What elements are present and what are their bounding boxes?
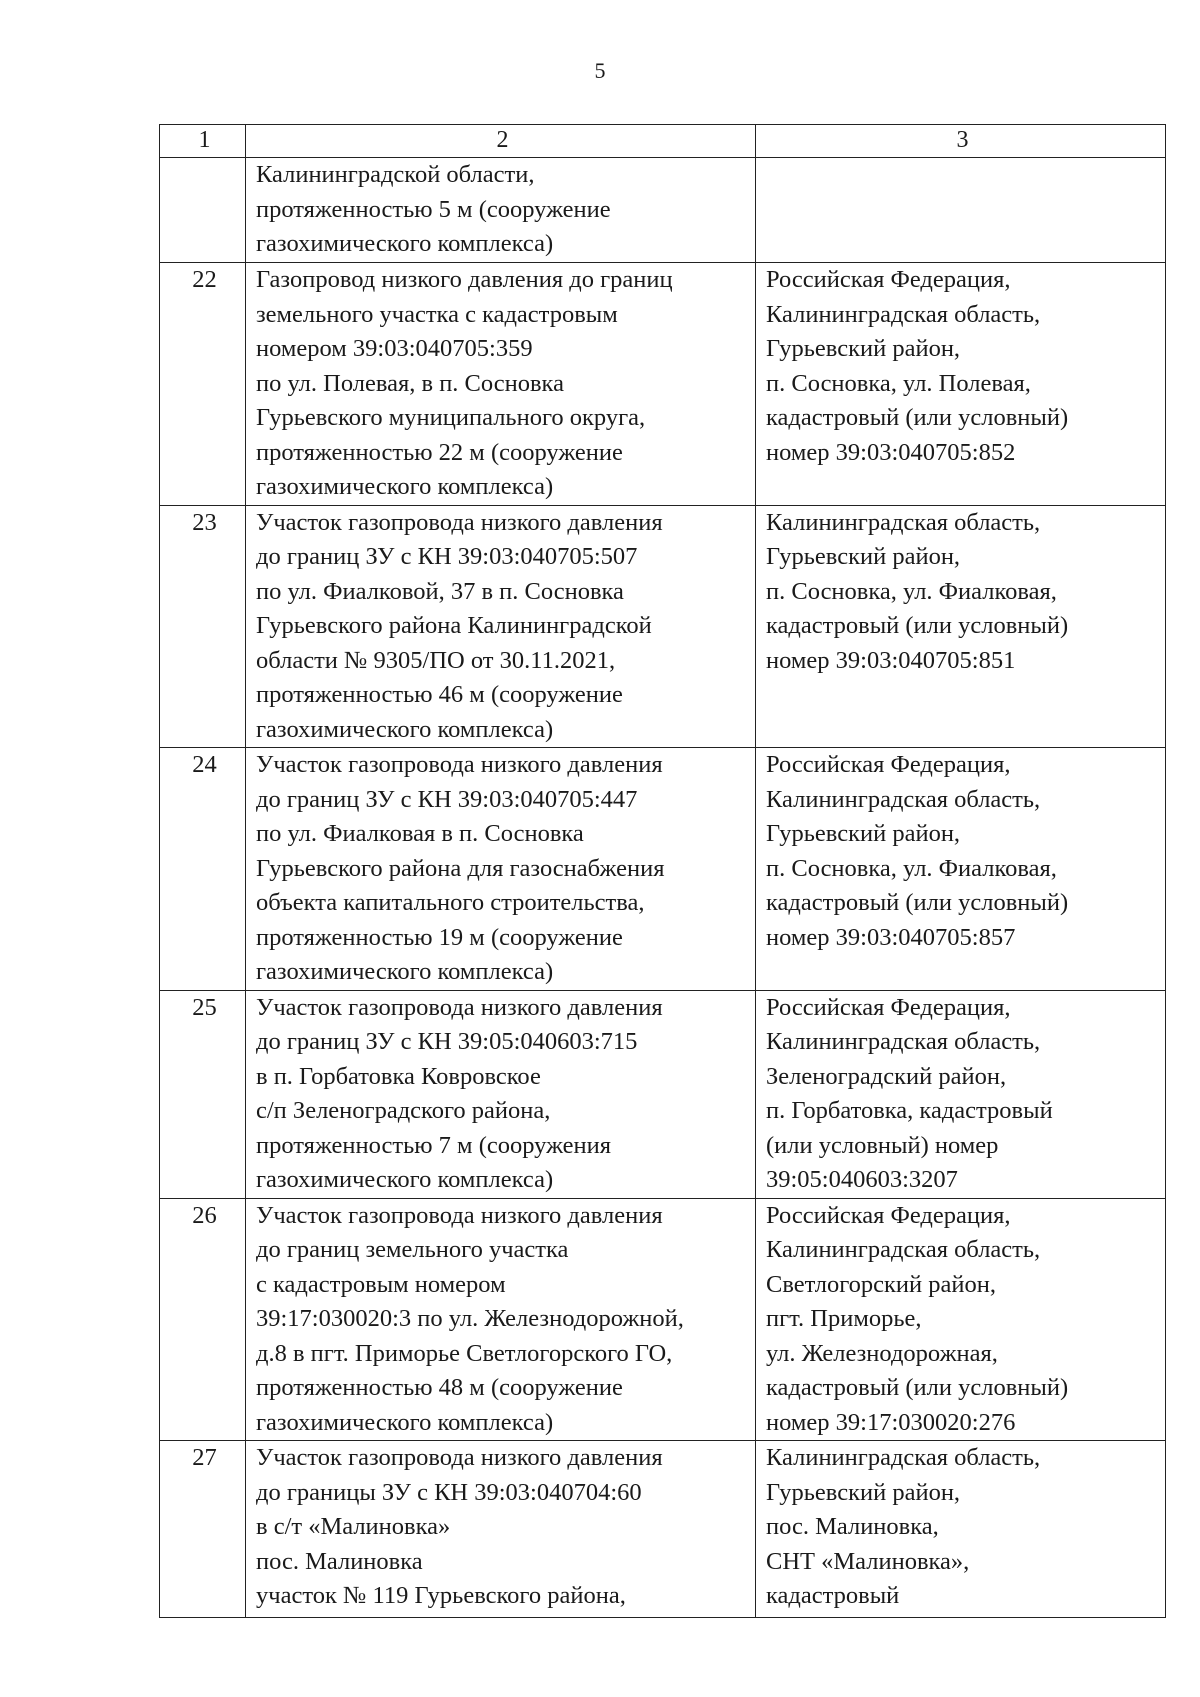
description-line: участок № 119 Гурьевского района, [256,1582,626,1609]
location-line: номер 39:03:040705:852 [766,438,1016,466]
location-line: Гурьевский район, [766,543,961,570]
description-line: Участок газопровода низкого давления [256,1201,663,1229]
description-line: протяженностью 46 м (сооружение [256,681,623,708]
description-line: газохимического комплекса) [256,230,554,257]
location-line: Калининградская область, [766,1444,1041,1471]
location-line: кадастровый (или условный) [766,612,1069,639]
object-description-cell [246,1198,756,1441]
description-line: Гурьевского района для газоснабжения [256,854,665,882]
location-line: Калининградская область, [766,1236,1041,1263]
description-line: Гурьевского района Калининградской [256,612,652,639]
description-line: Участок газопровода низкого давления [256,993,663,1021]
description-line: по ул. Фиалковая в п. Сосновка [256,820,584,847]
description-line: газохимического комплекса) [256,473,554,500]
description-line: в с/т «Малиновка» [256,1513,451,1540]
description-line: Газопровод низкого давления до границ [256,266,673,293]
location-line: Российская Федерация, [766,266,1011,293]
location-line: ул. Железнодорожная, [766,1339,998,1367]
row-number: 26 [160,1198,246,1441]
description-line: протяженностью 48 м (сооружение [256,1374,623,1401]
description-line: Гурьевского муниципального округа, [256,404,646,431]
location-line: номер 39:03:040705:851 [766,646,1016,674]
description-line: газохимического комплекса) [256,1166,554,1193]
location-line: кадастровый [766,1582,900,1609]
location-line: (или условный) номер [766,1131,999,1159]
description-line: с/п Зеленоградского района, [256,1097,551,1124]
description-line: в п. Горбатовка Ковровское [256,1062,541,1090]
row-number [160,158,246,263]
description-line: до границ земельного участка [256,1236,569,1263]
description-line: протяженностью 7 м (сооружения [256,1131,612,1159]
table-row [160,990,1166,1198]
object-location-cell [756,158,1166,263]
description-line: до границы ЗУ с КН 39:03:040704:60 [256,1478,642,1506]
location-line: Российская Федерация, [766,993,1011,1021]
location-line: п. Сосновка, ул. Полевая, [766,369,1031,397]
object-location-cell [756,1198,1166,1441]
column-header-1: 1 [160,125,246,158]
description-line: Участок газопровода низкого давления [256,1444,663,1471]
description-line: протяженностью 22 м (сооружение [256,438,623,466]
location-line: СНТ «Малиновка», [766,1547,970,1575]
location-line: Калининградская область, [766,300,1041,328]
description-line: земельного участка с кадастровым [256,300,618,328]
location-line: Калининградская область, [766,785,1041,813]
object-location-cell [756,263,1166,506]
object-description-cell [246,158,756,263]
description-line: пос. Малиновка [256,1547,423,1575]
row-number: 22 [160,263,246,506]
table-header-row [160,125,1166,158]
location-line: Зеленоградский район, [766,1062,1007,1090]
column-header-2: 2 [246,125,756,158]
table-body [160,158,1166,1618]
location-line: п. Сосновка, ул. Фиалковая, [766,854,1057,882]
description-line: области № 9305/ПО от 30.11.2021, [256,646,616,674]
row-number: 23 [160,505,246,748]
object-description-cell [246,1441,756,1618]
description-line: 39:17:030020:3 по ул. Железнодорожной, [256,1305,684,1332]
location-line: 39:05:040603:3207 [766,1166,958,1193]
location-line: номер 39:03:040705:857 [766,923,1016,951]
row-number: 27 [160,1441,246,1618]
location-line: Гурьевский район, [766,820,961,847]
table-row [160,1198,1166,1441]
location-line: Светлогорский район, [766,1270,996,1298]
registry-table [159,124,1166,1618]
location-line: п. Сосновка, ул. Фиалковая, [766,577,1057,605]
location-line: Гурьевский район, [766,335,961,362]
description-line: протяженностью 5 м (сооружение [256,195,611,223]
location-line: пос. Малиновка, [766,1513,939,1540]
description-line: объекта капитального строительства, [256,889,645,916]
object-description-cell [246,748,756,991]
description-line: газохимического комплекса) [256,958,554,985]
description-line: газохимического комплекса) [256,715,554,743]
row-number: 25 [160,990,246,1198]
description-line: Участок газопровода низкого давления [256,751,663,778]
description-line: протяженностью 19 м (сооружение [256,923,623,951]
location-line: Калининградская область, [766,508,1041,536]
table-row [160,748,1166,991]
description-line: д.8 в пгт. Приморье Светлогорского ГО, [256,1339,673,1367]
description-line: газохимического комплекса) [256,1408,554,1436]
description-line: по ул. Полевая, в п. Сосновка [256,369,564,397]
location-line: Калининградская область, [766,1028,1041,1055]
table-row [160,263,1166,506]
column-header-3: 3 [756,125,1166,158]
location-line: кадастровый (или условный) [766,404,1069,431]
object-description-cell [246,263,756,506]
description-line: по ул. Фиалковой, 37 в п. Сосновка [256,577,624,605]
location-line: п. Горбатовка, кадастровый [766,1097,1053,1124]
description-line: с кадастровым номером [256,1270,506,1298]
location-line: Гурьевский район, [766,1478,961,1506]
page-number: 5 [594,58,606,83]
object-location-cell [756,1441,1166,1618]
object-location-cell [756,990,1166,1198]
object-description-cell [246,990,756,1198]
description-line: до границ ЗУ с КН 39:05:040603:715 [256,1028,638,1055]
location-line: Российская Федерация, [766,751,1011,778]
table-row [160,158,1166,263]
location-line: номер 39:17:030020:276 [766,1408,1016,1436]
table-row [160,505,1166,748]
object-location-cell [756,748,1166,991]
table-row [160,1441,1166,1618]
location-line: пгт. Приморье, [766,1305,922,1332]
description-line: до границ ЗУ с КН 39:03:040705:507 [256,543,638,570]
description-line: Участок газопровода низкого давления [256,508,663,536]
object-description-cell [246,505,756,748]
description-line: Калининградской области, [256,161,535,188]
location-line: кадастровый (или условный) [766,1374,1069,1401]
object-location-cell [756,505,1166,748]
location-line: Российская Федерация, [766,1201,1011,1229]
row-number: 24 [160,748,246,991]
location-line: кадастровый (или условный) [766,889,1069,916]
description-line: номером 39:03:040705:359 [256,335,533,362]
description-line: до границ ЗУ с КН 39:03:040705:447 [256,785,638,813]
